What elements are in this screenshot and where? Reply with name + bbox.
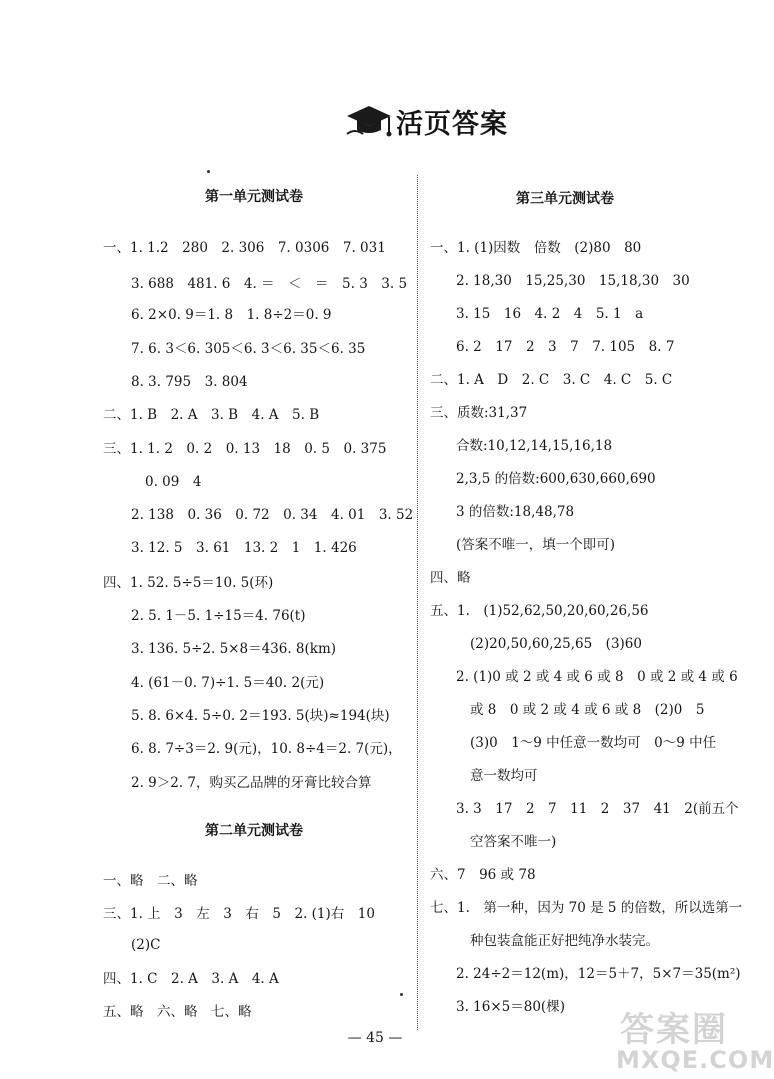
answer-line: 2. 18,30 15,25,30 15,18,30 30 bbox=[456, 273, 690, 289]
answer-line: 3. 136. 5÷2. 5×8＝436. 8(km) bbox=[131, 641, 337, 657]
answer-line: 8. 3. 795 3. 804 bbox=[131, 374, 248, 390]
unit1-title: 第一单元测试卷 bbox=[205, 189, 303, 205]
answer-line: 3. 12. 5 3. 61 13. 2 1 1. 426 bbox=[131, 540, 357, 556]
page-title: 活页答案 bbox=[396, 109, 508, 140]
answer-line: 4. (61－0. 7)÷1. 5＝40. 2(元) bbox=[131, 675, 325, 691]
answer-line: 三、1. 1. 2 0. 2 0. 13 18 0. 5 0. 375 bbox=[103, 441, 387, 457]
watermark-text: 答案圈 bbox=[620, 1010, 728, 1050]
print-speck bbox=[207, 170, 210, 173]
answer-line: 空答案不唯一) bbox=[470, 834, 557, 850]
answer-line: 2. 138 0. 36 0. 72 0. 34 4. 01 3. 52 bbox=[131, 507, 414, 523]
answer-line: 二、1. A D 2. C 3. C 4. C 5. C bbox=[430, 372, 673, 388]
answer-line: 三、1. 上 3 左 3 右 5 2. (1)右 10 bbox=[103, 906, 375, 922]
page-number: — 45 — bbox=[347, 1030, 403, 1046]
answer-line: 意一数均可 bbox=[470, 768, 538, 784]
answer-line: 种包装盒能正好把纯净水装完。 bbox=[470, 933, 659, 949]
watermark-url: MXQE.COM bbox=[616, 1046, 774, 1074]
answer-line: 2. (1)0 或 2 或 4 或 6 或 8 0 或 2 或 4 或 6 bbox=[456, 669, 738, 685]
answer-line: 合数:10,12,14,15,16,18 bbox=[456, 438, 613, 454]
answer-line: 2. 9＞2. 7，购买乙品牌的牙膏比较合算 bbox=[131, 775, 372, 791]
answer-line: 三、质数:31,37 bbox=[430, 405, 528, 421]
page-header bbox=[0, 100, 750, 146]
answer-line: 3 的倍数:18,48,78 bbox=[456, 504, 575, 520]
answer-line: 一、1. 1.2 280 2. 306 7. 0306̇ 7. 031 bbox=[103, 240, 386, 256]
answer-line: 3. 15 16 4. 2 4 5. 1 a bbox=[456, 306, 644, 322]
answer-line: 3. 688 481. 6 4. ＝ ＜ ＝ 5. 3 3. 5 bbox=[131, 276, 408, 292]
answer-line: 四、1. 52. 5÷5＝10. 5(环) bbox=[103, 575, 274, 591]
answer-line: 3. 16×5＝80(棵) bbox=[456, 999, 565, 1015]
answer-line: 2,3,5 的倍数:600,630,660,690 bbox=[456, 471, 656, 487]
column-divider bbox=[417, 175, 418, 1030]
print-speck bbox=[400, 993, 403, 996]
answer-line: 2. 24÷2＝12(m)，12＝5＋7，5×7＝35(m²) bbox=[456, 966, 741, 982]
answer-line: 五、略 六、略 七、略 bbox=[103, 1004, 252, 1020]
answer-line: 2. 5. 1－5. 1÷15＝4. 76(t) bbox=[131, 608, 306, 624]
answer-line: 6. 2 17 2 3 7 7. 105 8. 7 bbox=[456, 339, 675, 355]
answer-line: 0. 09 4 bbox=[145, 474, 202, 490]
answer-line: 5. 8. 6×4. 5÷0. 2＝193. 5(块)≈194(块) bbox=[131, 708, 390, 724]
answer-line: 五、1. (1)52,62,50,20,60,26,56 bbox=[430, 603, 649, 619]
answer-line: (2)20,50,60,25,65 (3)60 bbox=[470, 636, 642, 652]
answer-line: 四、1. C 2. A 3. A 4. A bbox=[103, 971, 279, 987]
answer-line: 6. 8. 7÷3＝2. 9(元)，10. 8÷4＝2. 7(元)， bbox=[131, 741, 402, 757]
answer-line: (2)C bbox=[131, 937, 161, 953]
watermark-logo bbox=[610, 1000, 774, 1079]
answer-line: 一、略 二、略 bbox=[103, 873, 198, 889]
answer-line: 七、1. 第一种，因为 70 是 5 的倍数，所以选第一 bbox=[430, 900, 743, 916]
answer-line: 或 8 0 或 2 或 4 或 6 或 8 (2)0 5 bbox=[470, 702, 705, 718]
answer-line: (答案不唯一，填一个即可) bbox=[456, 537, 616, 553]
answer-line: (3)0 1～9 中任意一数均可 0～9 中任 bbox=[470, 735, 717, 751]
answer-line: 四、略 bbox=[430, 570, 471, 586]
answer-line: 3. 3 17 2 7 11 2 37 41 2(前五个 bbox=[456, 801, 739, 817]
unit3-title: 第三单元测试卷 bbox=[516, 191, 614, 207]
answer-line: 一、1. (1)因数 倍数 (2)80 80 bbox=[430, 240, 642, 256]
answer-line: 六、7 96 或 78 bbox=[430, 867, 536, 883]
answer-line: 二、1. B 2. A 3. B 4. A 5. B bbox=[103, 407, 320, 423]
answer-line: 6. 2×0. 9＝1. 8 1. 8÷2＝0. 9 bbox=[131, 307, 332, 323]
graduation-cap-icon bbox=[345, 104, 393, 140]
answer-line: 7. 6. 3＜6. 305＜6. 3̇＜6. 35＜6. 35̇ bbox=[131, 341, 366, 357]
unit2-title: 第二单元测试卷 bbox=[205, 823, 303, 839]
